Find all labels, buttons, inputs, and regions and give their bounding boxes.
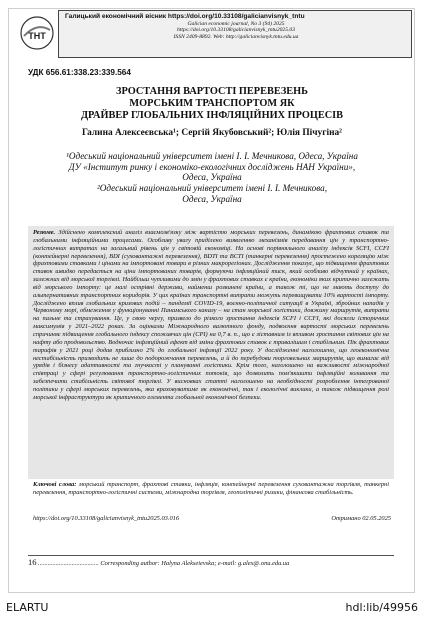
journal-issn-line[interactable]: ISSN 2409-8892. Web: http://galicianvisnyk.tntu.edu.ua bbox=[173, 33, 299, 40]
footer-divider bbox=[28, 555, 394, 556]
affiliation-line: ²Одеський національний університет імені І. І. Мечникова, bbox=[96, 183, 328, 194]
abstract-label: Резюме. bbox=[33, 229, 56, 236]
journal-header bbox=[20, 10, 412, 58]
doi-link[interactable]: https://doi.org/10.33108/galicianvisnyk_tntu2025.03.016 bbox=[33, 515, 180, 522]
affiliations bbox=[28, 151, 396, 205]
affiliation-line: Одеса, Україна bbox=[182, 172, 242, 183]
title-line: МОРСЬКИМ ТРАНСПОРТОМ ЯК bbox=[129, 98, 295, 109]
tntu-logo-icon bbox=[20, 16, 54, 50]
affiliation-line: Одеса, Україна bbox=[182, 193, 242, 204]
keywords-block bbox=[28, 479, 394, 511]
journal-doi-line[interactable]: https://doi.org/10.33108/galicianvisnyk_tntu2025.03 bbox=[176, 27, 296, 34]
title-line: ДРАЙВЕР ГЛОБАЛЬНИХ ІНФЛЯЦІЙНИХ ПРОЦЕСІВ bbox=[80, 110, 344, 121]
author-list: Галина Алексеєвська¹; Сергій Якубовський²; Юлія Пічугіна² bbox=[82, 128, 342, 138]
page-footer: 16 ...................................... Corresponding author: Halyna Alekseievska; e-mail: g.alex@.onu.edu.ua bbox=[28, 557, 290, 567]
received-date: Отримано 02.05.2025 bbox=[331, 515, 391, 522]
journal-name-line: Галицький економічний вісник https://doi.org/10.33108/galicianvisnyk_tntu bbox=[65, 13, 305, 20]
journal-info-box bbox=[58, 10, 412, 58]
logo-text: ТНТ bbox=[28, 31, 46, 41]
page-number: 16 bbox=[28, 557, 37, 567]
doi-line bbox=[33, 515, 391, 522]
repository-label: ELARTU bbox=[6, 601, 49, 614]
affiliation-line: ДУ «Інститут ринку і економіко-екологічних досліджень НАН України», bbox=[68, 161, 356, 172]
article-title bbox=[28, 86, 396, 122]
handle-label: hdl:lib/49956 bbox=[345, 601, 418, 614]
affiliation-line: ¹Одеський національний університет імені І. І. Мечникова, Одеса, Україна bbox=[66, 151, 358, 161]
corresponding-author: Corresponding author: Halyna Alekseievska; e-mail: g.alex@.onu.edu.ua bbox=[100, 560, 290, 567]
journal-issue-line: Galician economic journal, No 3 (94) 2025 bbox=[187, 21, 285, 27]
abstract-text: Здійснено комплексний аналіз взаємозв'язку між вартістю морських перевезень, динамікою фрахтових ставок та глобальними інфляційними процесами. Особливу увагу приділено виявленню механізмів передавання цін у транспортно-логістичних витратах на загальний рівень цін у світовій економіці. На основі порівняльного аналізу індексів SCFI, CCFI (контейнерні перевезення), BDI (суховантажні перевезення), BDTI та BCTI (танкерні перевезення) простежено кореляцію між фрахтовими ставками і цінами на імпортовані товари в різних макрорегіонах. Дослідження показує, що підвищення фрахтових ставок швидко передається на ціни імпортованих товарів, формуючи інфляційний тиск, який особливо відчутний у країнах, залежних від морської торгівлі. Найбільш чутливими до змін у фрахтових ставках є країни, економіки яких критично залежать від морського імпорту: це малі острівні держави, найменш розвинені країни, а також ті, що не мають доступу до альтернативних транспортних коридорів. У цих країнах транспортні витрати можуть перевищувати 10% вартості імпорту. Досліджено вплив глобальних кризових подій – пандемії COVID-19, воєнно-політичної ситуації в Україні, збройних нападів у Червоному морі, обмеження у функціонуванні Панамського каналу – на стан морської логістики, довжину маршрутів, витрати на пальне та страхування. Це, у свою чергу, призвело до різкого зростання індексів SCFI і CCFI, які досягли історичних максимумів у 2021–2022 роках. За оцінками Міжнародного валютного фонду, подвоєння вартості морських перевезень спричиняє підвищення глобального індексу споживчих цін (CPI) на 0,7 в. п., що є зіставним із впливом зростання світових цін на нафту або продовольство. Водночас інфляційний ефект від зміни фрахтових ставок є тривалішим і стабільним. Пік фрахтових тарифів у 2021 році додав приблизно 2% до глобальної інфляції 2022 року. У дослідженні наголошено, що геоекономічна нестабільність призводить не лише до подорожчання перевезень, а й до перебудови торговельних маршрутів, що вимагає від урядів і бізнесу адаптивності та гнучкості у плануванні логістики. Крім того, наголошено на важливості міжнародної співпраці у сфері регулювання транспортно-логістичних потоків, що дозволить пом'якшити інфляційні коливання та забезпечити стабільність світової торгівлі. У висновках статті наголошено на необхідності розроблення інтегрованої політики у сфері морських перевезень, яка враховуватиме як економічні, так і екологічні виклики, а також підвищення ролі морської інфраструктури як критичного елемента глобальної економічної безпеки. bbox=[33, 229, 389, 401]
keywords-label: Ключові слова: bbox=[33, 481, 77, 488]
abstract-block bbox=[28, 226, 394, 479]
udc-code: УДК 656.61:338.23:339.564 bbox=[28, 68, 131, 77]
keywords-text: морський транспорт, фрахтові ставки, інфляція, контейнерні перевезення суховантажна торгівля, танкерні перевезення, транспортно-логістичні системи, міжнародна торгівля, геополітичні ризики, фінансова стабільність. bbox=[33, 481, 389, 496]
title-line: ЗРОСТАННЯ ВАРТОСТІ ПЕРЕВЕЗЕНЬ bbox=[116, 86, 308, 97]
